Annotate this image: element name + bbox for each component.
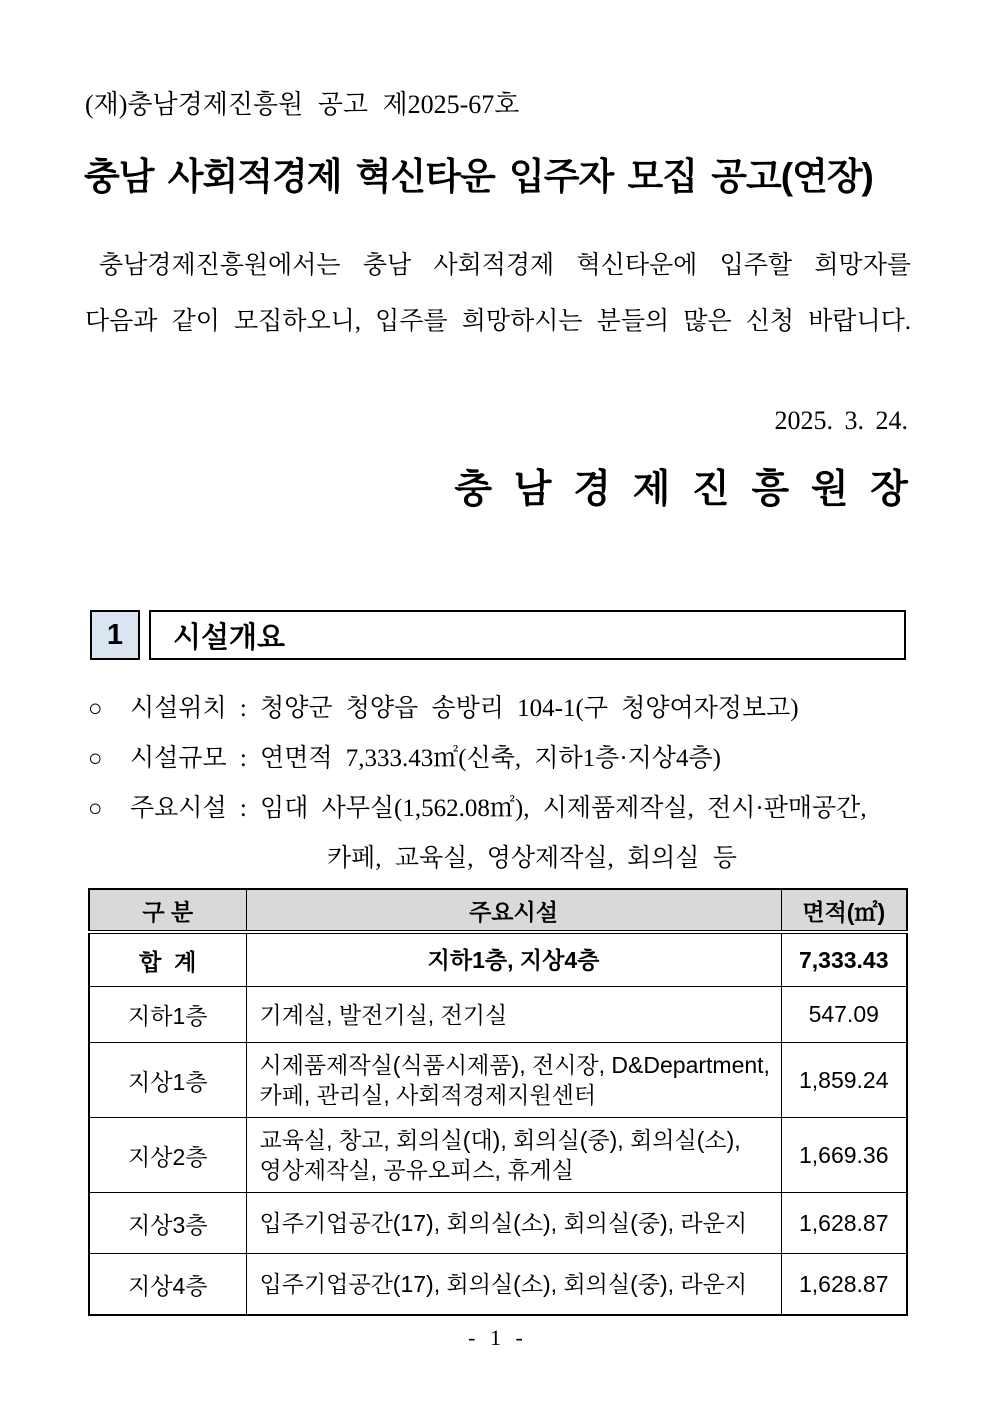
cell-area: 1,669.36 bbox=[781, 1118, 907, 1193]
section-header bbox=[90, 610, 906, 660]
bullet-scale bbox=[88, 744, 916, 774]
circle-bullet-icon: ○ bbox=[88, 746, 103, 772]
announcement-date: 2025. 3. 24. bbox=[774, 406, 908, 435]
facility-bullet-list bbox=[88, 694, 916, 894]
intro-paragraph bbox=[85, 238, 911, 350]
table-row-f3 bbox=[89, 1193, 907, 1254]
table-row-b1 bbox=[89, 987, 907, 1043]
cell-area: 1,628.87 bbox=[781, 1193, 907, 1254]
bullet-main-facilities-continued: 카페, 교육실, 영상제작실, 회의실 등 bbox=[327, 845, 737, 872]
page-title: 충남 사회적경제 혁신타운 입주자 모집 공고(연장) bbox=[84, 156, 873, 197]
col-header-facilities: 주요시설 bbox=[246, 889, 781, 932]
section-title-box: 시설개요 bbox=[149, 610, 906, 660]
cell-floor: 지상2층 bbox=[89, 1118, 246, 1193]
circle-bullet-icon: ○ bbox=[88, 796, 103, 822]
table-row-f2 bbox=[89, 1118, 907, 1193]
section-number-box: 1 bbox=[90, 610, 140, 660]
circle-bullet-icon: ○ bbox=[88, 696, 103, 722]
page-number: - 1 - bbox=[468, 1325, 524, 1350]
cell-area: 547.09 bbox=[781, 987, 907, 1043]
cell-facilities: 입주기업공간(17), 회의실(소), 회의실(중), 라운지 bbox=[246, 1254, 781, 1316]
bullet-main-facilities-text: 주요시설 : 임대 사무실(1,562.08㎡), 시제품제작실, 전시·판매공간, bbox=[130, 795, 867, 822]
table-row-f4 bbox=[89, 1254, 907, 1316]
intro-line-2: 다음과 같이 모집하오니, 입주를 희망하시는 분들의 많은 신청 바랍니다. bbox=[85, 308, 911, 335]
signature-title: 충 남 경 제 진 흥 원 장 bbox=[454, 468, 914, 511]
bullet-main-facilities bbox=[88, 794, 916, 824]
bullet-location bbox=[88, 694, 916, 724]
bullet-location-text: 시설위치 : 청양군 청양읍 송방리 104-1(구 청양여자정보고) bbox=[130, 695, 799, 722]
cell-facilities: 지하1층, 지상4층 bbox=[246, 932, 781, 987]
cell-floor: 합 계 bbox=[89, 932, 246, 987]
cell-floor: 지하1층 bbox=[89, 987, 246, 1043]
cell-facilities: 시제품제작실(식품시제품), 전시장, D&Department, 카페, 관리실, 사회적경제지원센터 bbox=[246, 1043, 781, 1118]
intro-line-1: 충남경제진흥원에서는 충남 사회적경제 혁신타운에 입주할 희망자를 bbox=[99, 252, 911, 279]
col-header-category: 구 분 bbox=[89, 889, 246, 932]
cell-floor: 지상1층 bbox=[89, 1043, 246, 1118]
cell-facilities: 기계실, 발전기실, 전기실 bbox=[246, 987, 781, 1043]
doc-number: (재)충남경제진흥원 공고 제2025-67호 bbox=[85, 90, 520, 119]
cell-area: 7,333.43 bbox=[781, 932, 907, 987]
table-row-total bbox=[89, 932, 907, 987]
cell-area: 1,628.87 bbox=[781, 1254, 907, 1316]
cell-facilities: 입주기업공간(17), 회의실(소), 회의실(중), 라운지 bbox=[246, 1193, 781, 1254]
cell-facilities: 교육실, 창고, 회의실(대), 회의실(중), 회의실(소), 영상제작실, 공유오피스, 휴게실 bbox=[246, 1118, 781, 1193]
table-header-row bbox=[89, 889, 907, 932]
floor-area-table bbox=[88, 888, 908, 1316]
cell-floor: 지상3층 bbox=[89, 1193, 246, 1254]
bullet-scale-text: 시설규모 : 연면적 7,333.43㎡(신축, 지하1층·지상4층) bbox=[130, 745, 721, 772]
col-header-area: 면적(㎡) bbox=[781, 889, 907, 932]
cell-floor: 지상4층 bbox=[89, 1254, 246, 1316]
cell-area: 1,859.24 bbox=[781, 1043, 907, 1118]
table-row-f1 bbox=[89, 1043, 907, 1118]
